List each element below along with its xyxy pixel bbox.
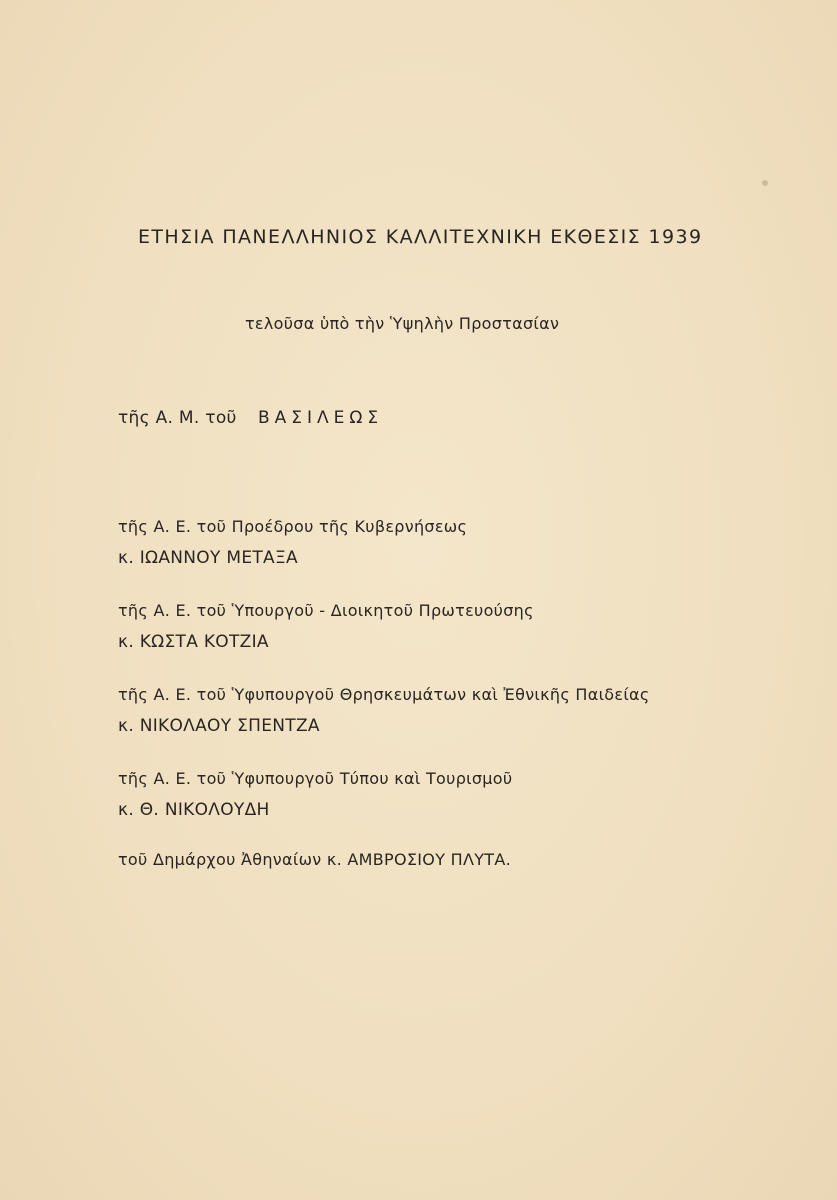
patron-office: τῆς Α. Ε. τοῦ Ὑπουργοῦ - Διοικητοῦ Πρωτευούσης (118, 601, 534, 620)
king-prefix: τῆς Α. Μ. τοῦ (118, 408, 237, 428)
patron-name: κ. ΙΩΑΝΝΟΥ ΜΕΤΑΞΑ (118, 548, 298, 568)
mayor-line: τοῦ Δημάρχου Ἀθηναίων κ. ΑΜΒΡΟΣΙΟΥ ΠΛΥΤΑ. (118, 850, 512, 869)
patron-name: κ. Θ. ΝΙΚΟΛΟΥΔΗ (118, 800, 270, 820)
patron-office: τῆς Α. Ε. τοῦ Προέδρου τῆς Κυβερνήσεως (118, 517, 468, 536)
patron-name: κ. ΚΩΣΤΑ ΚΟΤΖΙΑ (118, 632, 269, 652)
patronage-subtitle: τελοῦσα ὑπὸ τὴν Ὑψηλὴν Προστασίαν (245, 314, 560, 333)
patron-office: τῆς Α. Ε. τοῦ Ὑφυπουργοῦ Τύπου καὶ Τουρισμοῦ (118, 769, 513, 788)
paper-speck (762, 180, 768, 186)
king-name: ΒΑΣΙΛΕΩΣ (258, 408, 384, 428)
exhibition-title: ΕΤΗΣΙΑ ΠΑΝΕΛΛΗΝΙΟΣ ΚΑΛΛΙΤΕΧΝΙΚΗ ΕΚΘΕΣΙΣ 1939 (138, 226, 703, 248)
patron-name: κ. ΝΙΚΟΛΑΟΥ ΣΠΕΝΤΖΑ (118, 716, 320, 736)
patron-office: τῆς Α. Ε. τοῦ Ὑφυπουργοῦ Θρησκευμάτων καὶ Ἐθνικῆς Παιδείας (118, 685, 650, 704)
